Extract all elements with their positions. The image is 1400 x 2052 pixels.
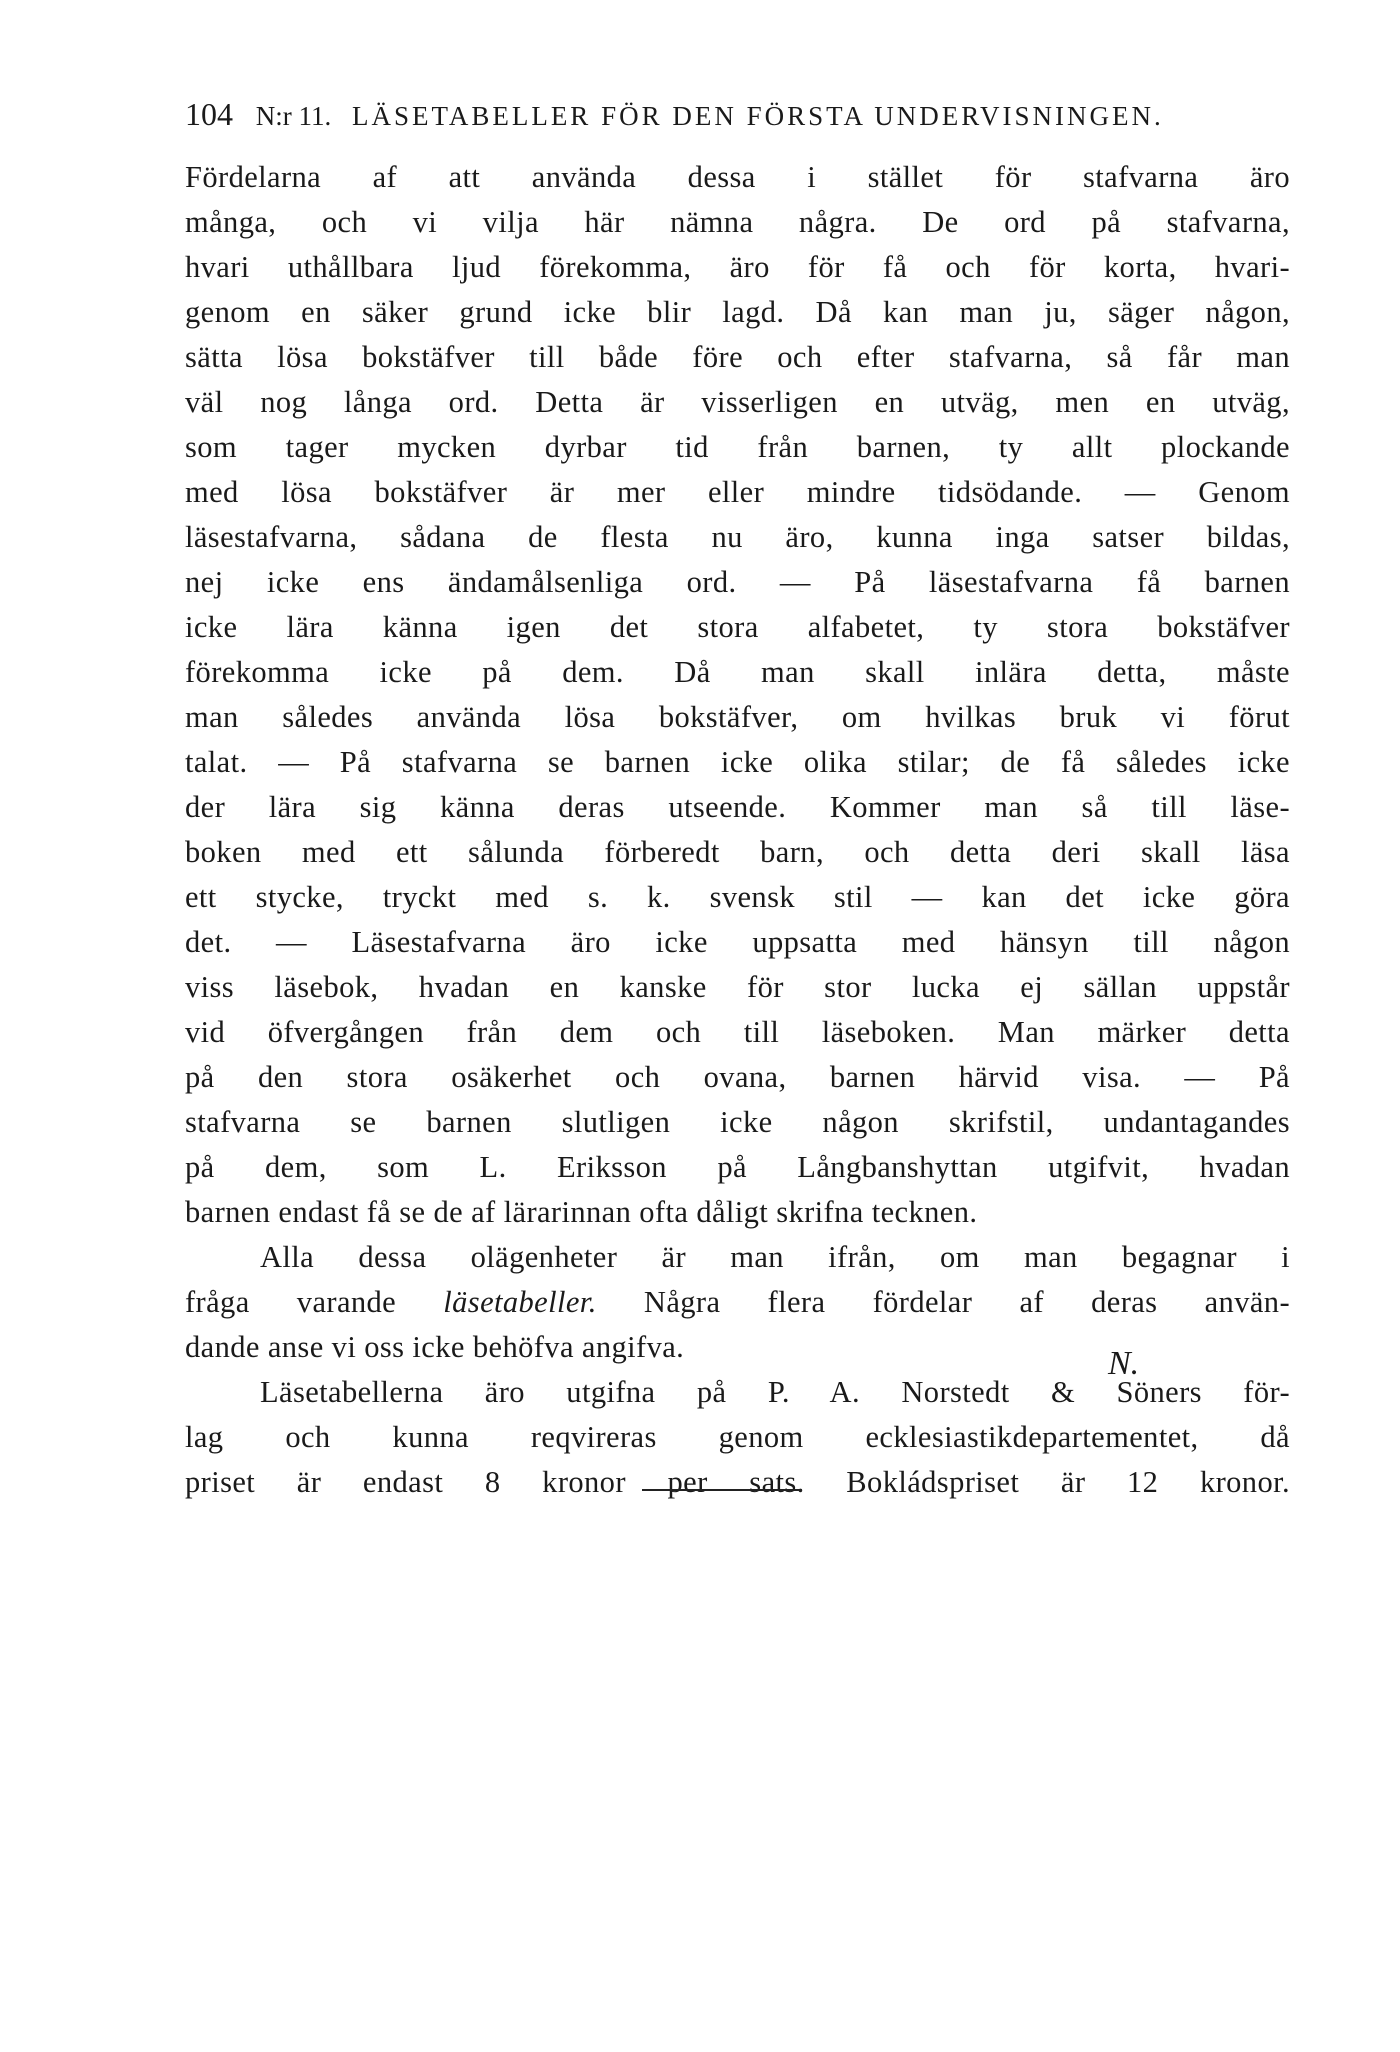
text-line: talat. — På stafvarna se barnen icke olika stilar; de få således icke <box>185 745 1290 779</box>
text-line: lag och kunna reqvireras genom ecklesiastikdepartementet, då <box>185 1420 1290 1454</box>
text-line: många, och vi vilja här nämna några. De ord på stafvarna, <box>185 205 1290 239</box>
issue-number: N:r 11. <box>255 101 332 131</box>
text-line: Fördelarna af att använda dessa i stället för stafvarna äro <box>185 160 1290 194</box>
text-run: Några flera fördelar af deras använ- <box>596 1285 1290 1319</box>
text-run: fråga varande <box>185 1285 444 1319</box>
text-line: genom en säker grund icke blir lagd. Då kan man ju, säger någon, <box>185 295 1290 329</box>
text-line: boken med ett sålunda förberedt barn, och detta deri skall läsa <box>185 835 1290 869</box>
text-line: vid öfvergången från dem och till läseboken. Man märker detta <box>185 1015 1290 1049</box>
text-line <box>185 1280 1290 1325</box>
text-line: med lösa bokstäfver är mer eller mindre tidsödande. — Genom <box>185 475 1290 509</box>
paragraph-advantages <box>185 155 1290 1235</box>
text-line: man således använda lösa bokstäfver, om hvilkas bruk vi förut <box>185 700 1290 734</box>
text-line: hvari uthållbara ljud förekomma, äro för få och för korta, hvari- <box>185 250 1290 284</box>
paragraph-publisher <box>185 1370 1290 1505</box>
body-text <box>185 155 1290 1505</box>
text-line: sätta lösa bokstäfver till både före och efter stafvarna, så får man <box>185 340 1290 374</box>
page-number: 104 <box>185 96 233 132</box>
text-line: viss läsebok, hvadan en kanske för stor lucka ej sällan uppstår <box>185 970 1290 1004</box>
text-line: barnen endast få se de af lärarinnan ofta dåligt skrifna tecknen. <box>185 1195 978 1229</box>
text-line: förekomma icke på dem. Då man skall inlära detta, måste <box>185 655 1290 689</box>
text-line: det. — Läsestafvarna äro icke uppsatta med hänsyn till någon <box>185 925 1290 959</box>
author-signature: N. <box>1108 1345 1140 1382</box>
text-line: der lära sig känna deras utseende. Kommer man så till läse- <box>185 790 1290 824</box>
text-line: stafvarna se barnen slutligen icke någon skrifstil, undantagandes <box>185 1105 1290 1139</box>
italic-term: läsetabeller. <box>443 1285 597 1319</box>
text-line: nej icke ens ändamålsenliga ord. — På läsestafvarna få barnen <box>185 565 1290 599</box>
text-line: Läsetabellerna äro utgifna på P. A. Norstedt & Söners för- <box>260 1375 1290 1409</box>
text-line: Alla dessa olägenheter är man ifrån, om man begagnar i <box>260 1240 1290 1274</box>
text-line: priset är endast 8 kronor per sats. Bokládspriset är 12 kronor. <box>185 1465 1290 1499</box>
text-line: på dem, som L. Eriksson på Långbanshyttan utgifvit, hvadan <box>185 1150 1290 1184</box>
text-line: ett stycke, tryckt med s. k. svensk stil — kan det icke göra <box>185 880 1290 914</box>
text-line: läsestafvarna, sådana de flesta nu äro, kunna inga satser bildas, <box>185 520 1290 554</box>
text-line: på den stora osäkerhet och ovana, barnen härvid visa. — På <box>185 1060 1290 1094</box>
text-line: icke lära känna igen det stora alfabetet, ty stora bokstäfver <box>185 610 1290 644</box>
text-line: väl nog långa ord. Detta är visserligen en utväg, men en utväg, <box>185 385 1290 419</box>
running-title: LÄSETABELLER FÖR DEN FÖRSTA UNDERVISNINGEN. <box>352 101 1164 131</box>
running-head <box>185 94 1285 134</box>
text-line: som tager mycken dyrbar tid från barnen, ty allt plockande <box>185 430 1290 464</box>
section-end-rule <box>642 1489 802 1491</box>
text-line: dande anse vi oss icke behöfva angifva. <box>185 1330 685 1364</box>
